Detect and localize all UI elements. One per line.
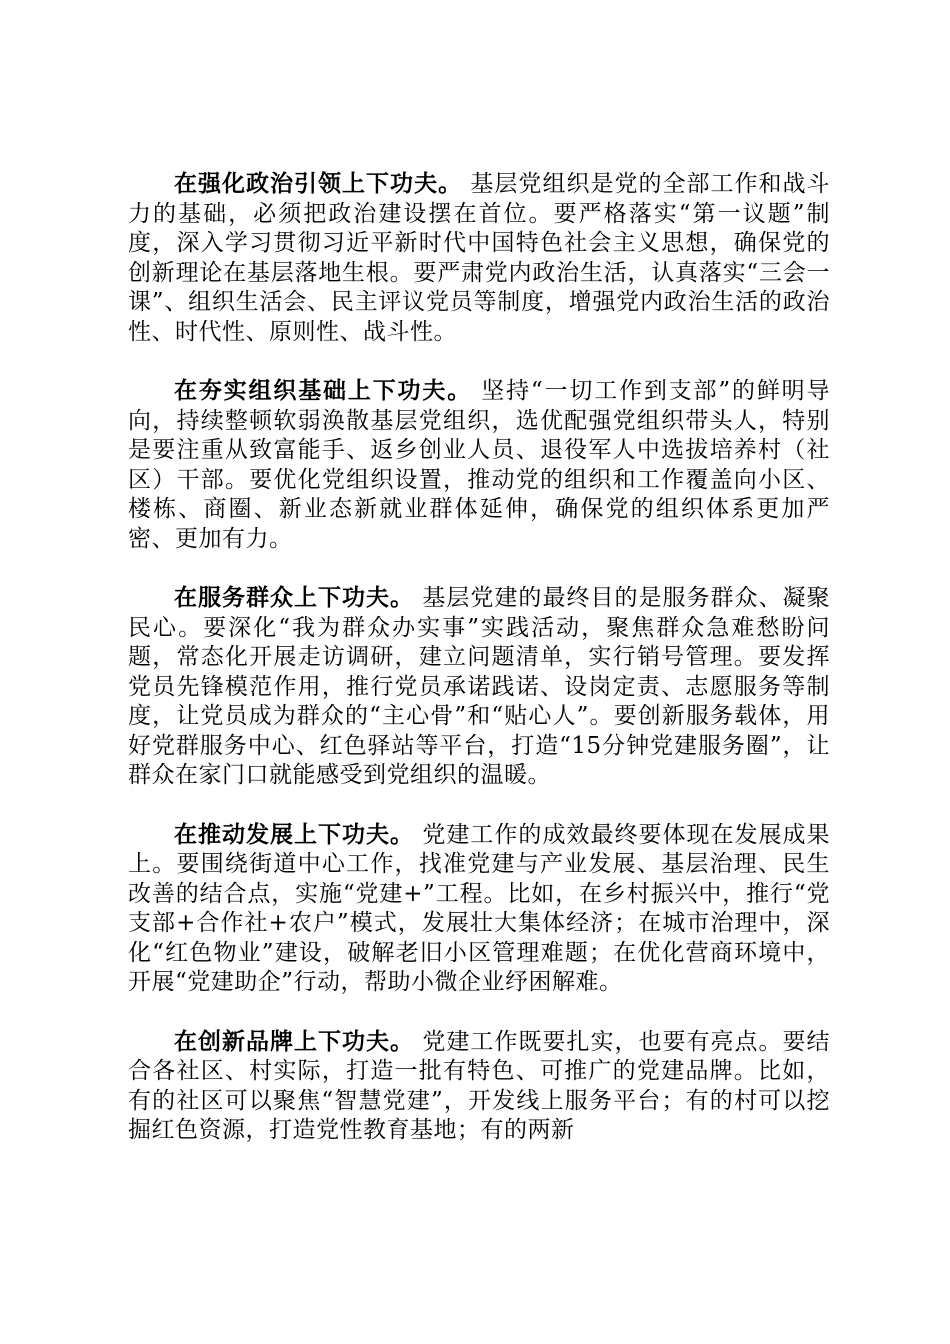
- paragraph-heading: 在夯实组织基础上下功夫。: [174, 378, 473, 404]
- paragraph-promoting-development: [128, 821, 830, 998]
- paragraph-text: 党建工作既要扎实，也要有亮点。要结合各社区、村实际，打造一批有特色、可推广的党建品牌。比如，有的社区可以聚焦“智慧党建”，开发线上服务平台；有的村可以挖掘红色资源，打造党性教育基地；有的两新: [128, 1028, 831, 1143]
- paragraph-serving-masses: [128, 584, 830, 791]
- paragraph-text: 党建工作的成效最终要体现在发展成果上。要围绕街道中心工作，找准党建与产业发展、基层治理、民生改善的结合点，实施“党建+”工程。比如，在乡村振兴中，推行“党支部+合作社+农户”模式，发展壮大集体经济；在城市治理中，深化“红色物业”建设，破解老旧小区管理难题；在优化营商环境中，开展“党建助企”行动，帮助小微企业纾困解难。: [128, 821, 831, 995]
- paragraph-heading: 在服务群众上下功夫。: [174, 585, 415, 611]
- paragraph-political-leadership: [128, 170, 830, 347]
- paragraph-heading: 在创新品牌上下功夫。: [174, 1028, 415, 1055]
- paragraph-text: 坚持“一切工作到支部”的鲜明导向，持续整顿软弱涣散基层党组织，选优配强党组织带头人，特别是要注重从致富能手、返乡创业人员、退役军人中选拔培养村（社区）干部。要优化党组织设置，推动党的组织和工作覆盖向小区、楼栋、商圈、新业态新就业群体延伸，确保党的组织体系更加严密、更加有力。: [128, 378, 830, 552]
- document-body: [128, 170, 830, 1176]
- paragraph-heading: 在推动发展上下功夫。: [174, 821, 415, 848]
- paragraph-text: 基层党组织是党的全部工作和战斗力的基础，必须把政治建设摆在首位。要严格落实“第一议题”制度，深入学习贯彻习近平新时代中国特色社会主义思想，确保党的创新理论在基层落地生根。要严肃党内政治生活，认真落实“三会一课”、组织生活会、民主评议党员等制度，增强党内政治生活的政治性、时代性、原则性、战斗性。: [128, 171, 831, 345]
- paragraph-text: 基层党建的最终目的是服务群众、凝聚民心。要深化“我为群众办实事”实践活动，聚焦群众急难愁盼问题，常态化开展走访调研，建立问题清单，实行销号管理。要发挥党员先锋模范作用，推行党员承诺践诺、设岗定责、志愿服务等制度，让党员成为群众的“主心骨”和“贴心人”。要创新服务载体，用好党群服务中心、红色驿站等平台，打造“15分钟党建服务圈”，让群众在家门口就能感受到党组织的温暖。: [128, 585, 831, 788]
- paragraph-innovating-brands: [128, 1028, 830, 1146]
- paragraph-organization-foundation: [128, 377, 830, 554]
- paragraph-heading: 在强化政治引领上下功夫。: [174, 171, 463, 197]
